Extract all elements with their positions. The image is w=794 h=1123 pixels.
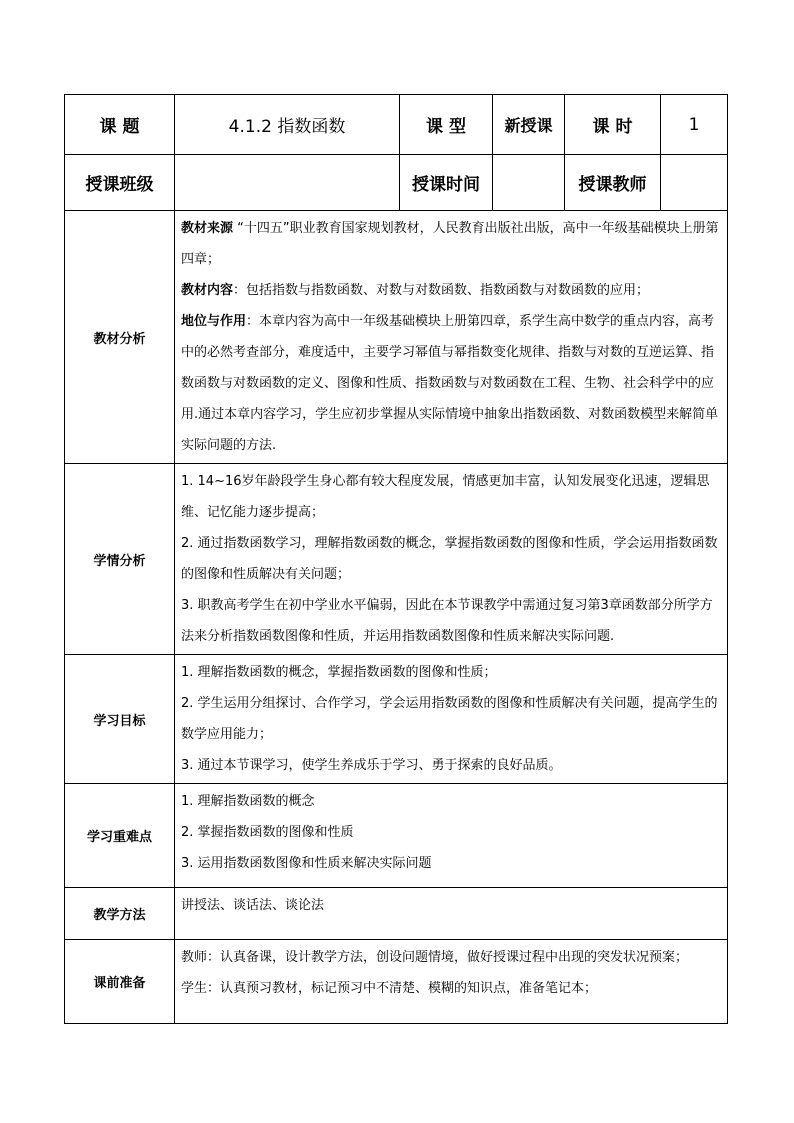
material-position: 地位与作用：本章内容为高中一年级基础模块上册第四章，系学生高中数学的重点内容，高考中的必然考查部分，难度适中，主要学习幂值与幂指数变化规律、指数与对数的互逆运算、指数函数与对数函数的定义、图像和性质、指数函数与对数函数在工程、生物、社会科学中的应用.通过本章内容学习，学生应初步掌握从实际情境中抽象出指数函数、对数函数模型来解简单实际问题的方法. [181,314,719,453]
list-item: 2. 掌握指数函数的图像和性质 [181,825,354,840]
lesson-plan-table [64,94,728,1024]
material-scope: 教材内容：包括指数与指数函数、对数与对数函数、指数函数与对数函数的应用； [181,283,650,298]
material-label: 教材分析 [65,211,175,464]
goals-label: 学习目标 [65,655,175,784]
methods-row [65,888,728,940]
keypoints-content [175,784,728,888]
time-label: 授课时间 [400,155,493,211]
type-value: 新授课 [493,95,565,155]
goals-content [175,655,728,784]
class-label: 授课班级 [65,155,175,211]
list-item: 学生：认真预习教材，标记预习中不清楚、模糊的知识点，准备笔记本； [181,981,598,996]
methods-text: 讲授法、谈话法、谈论法 [181,898,325,913]
teacher-value [661,155,728,211]
period-value: 1 [661,95,728,155]
list-item: 3. 运用指数函数图像和性质来解决实际问题 [181,856,432,871]
students-row [65,464,728,655]
list-item: 1. 14~16岁年龄段学生身心都有较大程度发展，情感更加丰富，认知发展变化迅速，逻辑思维、记忆能力逐步提高； [181,474,710,520]
header-row-2 [65,155,728,211]
students-content [175,464,728,655]
material-source: 教材来源 “十四五”职业教育国家规划教材，人民教育出版社出版，高中一年级基础模块上册第四章； [181,221,719,267]
students-label: 学情分析 [65,464,175,655]
period-label: 课 时 [565,95,661,155]
keypoints-label: 学习重难点 [65,784,175,888]
course-label: 课 题 [65,95,175,155]
teacher-label: 授课教师 [565,155,661,211]
list-item: 2. 通过指数函数学习，理解指数函数的概念，掌握指数函数的图像和性质，学会运用指数函数的图像和性质解决有关问题； [181,536,718,582]
list-item: 1. 理解指数函数的概念 [181,794,315,809]
keypoints-row [65,784,728,888]
material-row [65,211,728,464]
prep-content [175,940,728,1024]
header-row-1 [65,95,728,155]
goals-row [65,655,728,784]
type-label: 课 型 [400,95,493,155]
course-value: 4.1.2 指数函数 [175,95,400,155]
prep-label: 课前准备 [65,940,175,1024]
prep-row [65,940,728,1024]
list-item: 教师：认真备课，设计教学方法，创设问题情境，做好授课过程中出现的突发状况预案； [181,950,689,965]
methods-content [175,888,728,940]
class-value [175,155,400,211]
list-item: 3. 通过本节课学习，使学生养成乐于学习、勇于探索的良好品质。 [181,758,562,773]
material-content [175,211,728,464]
methods-label: 教学方法 [65,888,175,940]
list-item: 2. 学生运用分组探讨、合作学习，学会运用指数函数的图像和性质解决有关问题，提高学生的数学应用能力； [181,696,718,742]
list-item: 3. 职教高考学生在初中学业水平偏弱，因此在本节课教学中需通过复习第3章函数部分所学方法来分析指数函数图像和性质，并运用指数函数图像和性质来解决实际问题. [181,598,713,644]
time-value [493,155,565,211]
list-item: 1. 理解指数函数的概念，掌握指数函数的图像和性质； [181,665,497,680]
